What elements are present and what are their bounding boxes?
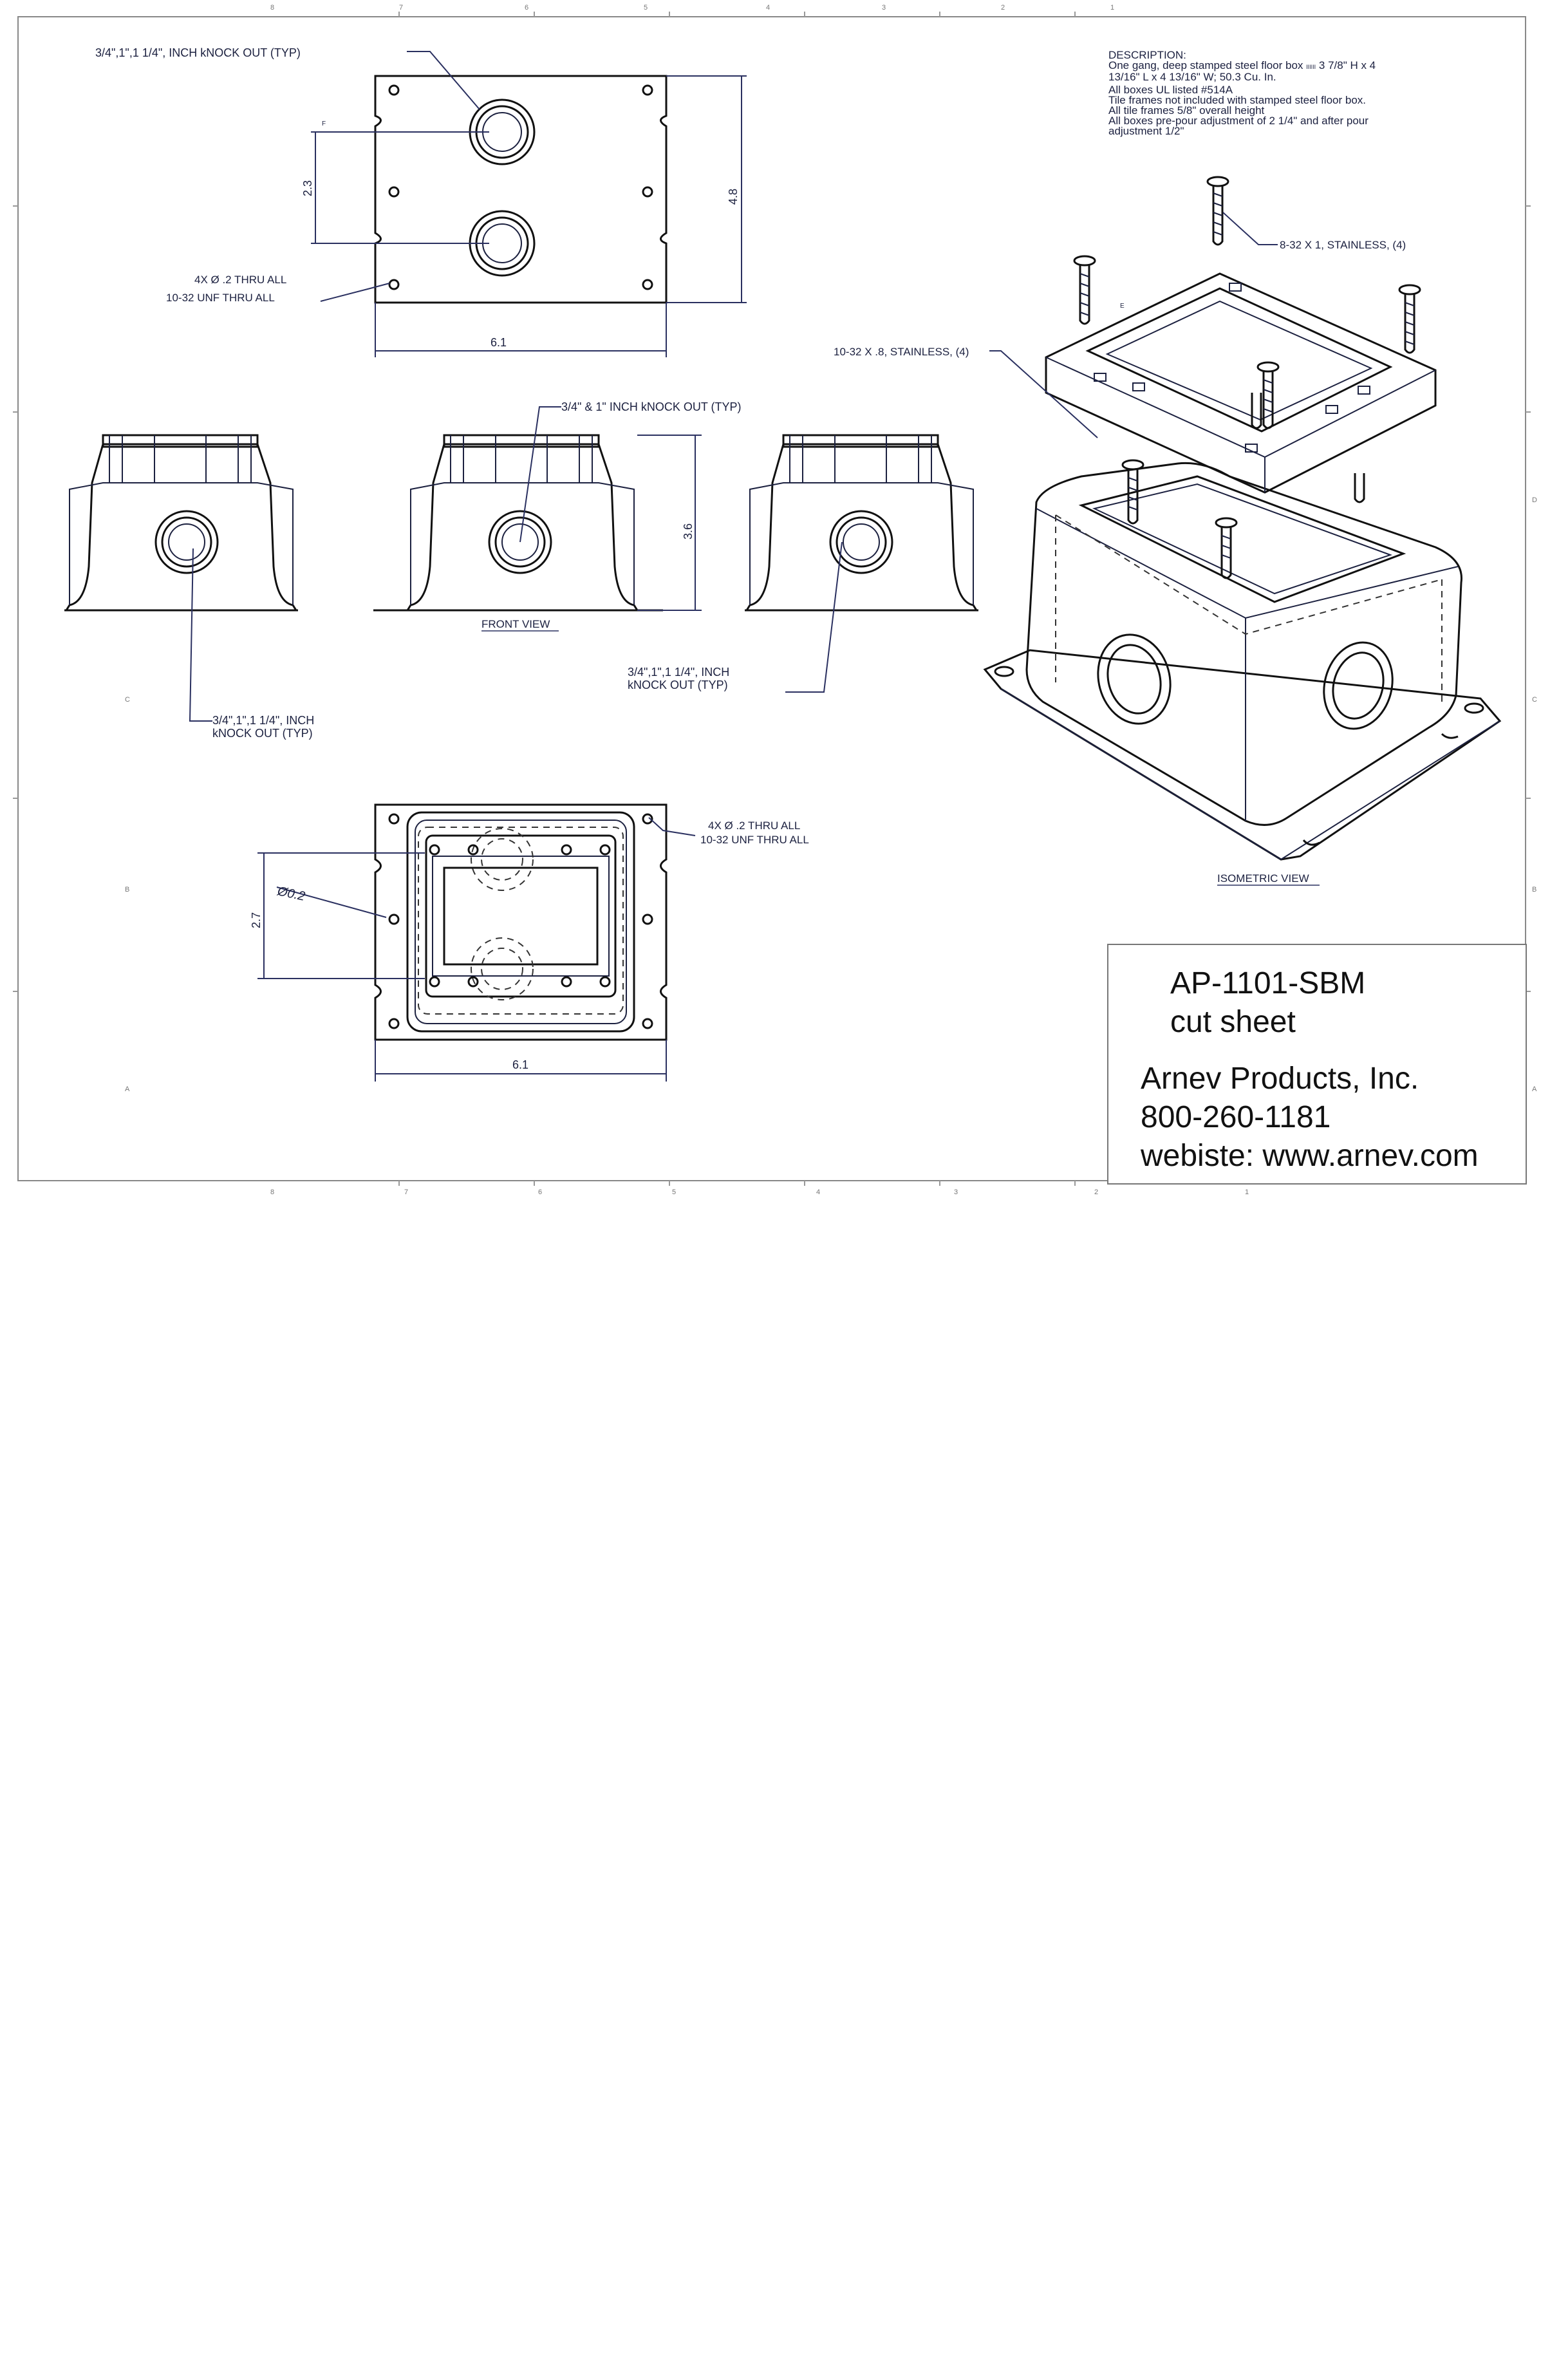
- grid-num: 4: [816, 1188, 821, 1196]
- grid-num: 4: [766, 4, 770, 12]
- description-line: All boxes UL listed #514A: [1108, 84, 1233, 96]
- top-view-dim-height: 4.8: [727, 188, 740, 205]
- bottom-view-dim-dia: Ø0.2: [276, 884, 306, 904]
- tiny-mark: F: [322, 120, 326, 127]
- grid-letter: D: [1532, 496, 1537, 504]
- front-view-dim-height: 3.6: [682, 523, 695, 539]
- description-logo: IIIIII: [1306, 64, 1316, 70]
- grid-num: 1: [1245, 1188, 1249, 1196]
- right-knockout-label-2: kNOCK OUT (TYP): [628, 679, 728, 691]
- part-number: AP-1101-SBM: [1170, 966, 1366, 1000]
- grid-letter: C: [1532, 696, 1537, 704]
- grid-letter: B: [125, 886, 130, 894]
- grid-num: 3: [882, 4, 886, 12]
- grid-num: 7: [399, 4, 404, 12]
- front-view-title: FRONT VIEW: [481, 618, 550, 630]
- grid-num: 8: [270, 1188, 275, 1196]
- bottom-view-hole-note-2: 10-32 UNF THRU ALL: [700, 834, 809, 846]
- iso-screw-side-label: 10-32 X .8, STAINLESS, (4): [834, 346, 969, 358]
- grid-letter: B: [1532, 886, 1537, 894]
- grid-num: 7: [404, 1188, 409, 1196]
- grid-letter: A: [125, 1085, 130, 1093]
- iso-screw-top-label: 8-32 X 1, STAINLESS, (4): [1280, 239, 1406, 251]
- phone-number: 800-260-1181: [1141, 1100, 1331, 1134]
- doc-type: cut sheet: [1170, 1005, 1296, 1039]
- isometric-view-title: ISOMETRIC VIEW: [1217, 872, 1309, 885]
- top-view-dim-width: 6.1: [490, 336, 507, 349]
- bottom-view-dim-spacing: 2.7: [250, 912, 263, 928]
- grid-num: 5: [644, 4, 648, 12]
- website: webiste: www.arnev.com: [1141, 1139, 1479, 1173]
- description-line: adjustment 1/2": [1108, 125, 1184, 137]
- grid-num: 2: [1001, 4, 1005, 12]
- description-line-text: One gang, deep stamped steel floor box: [1108, 59, 1307, 71]
- top-view-hole-note-2: 10-32 UNF THRU ALL: [166, 292, 275, 304]
- grid-num: 2: [1094, 1188, 1099, 1196]
- grid-num: 3: [954, 1188, 958, 1196]
- left-knockout-label-2: kNOCK OUT (TYP): [212, 727, 313, 740]
- description-line: 13/16" L x 4 13/16" W; 50.3 Cu. In.: [1108, 71, 1276, 83]
- company-name: Arnev Products, Inc.: [1141, 1062, 1419, 1096]
- top-view-knockout-label: 3/4",1",1 1/4", INCH kNOCK OUT (TYP): [95, 46, 301, 59]
- left-knockout-label-1: 3/4",1",1 1/4", INCH: [212, 714, 315, 727]
- top-view-hole-note-1: 4X Ø .2 THRU ALL: [194, 274, 287, 286]
- grid-num: 5: [672, 1188, 677, 1196]
- grid-letter: C: [125, 696, 130, 704]
- description-line: Tile frames not included with stamped steel floor box.: [1108, 94, 1367, 106]
- grid-num: 1: [1110, 4, 1115, 12]
- grid-num: 8: [270, 4, 275, 12]
- description-line: All boxes pre-pour adjustment of 2 1/4" and after pour: [1108, 115, 1368, 127]
- description-heading: DESCRIPTION:: [1108, 49, 1186, 61]
- description-block: [1108, 50, 1508, 136]
- front-view-knockout-label: 3/4" & 1" INCH kNOCK OUT (TYP): [561, 400, 742, 413]
- bottom-view-dim-width: 6.1: [512, 1058, 529, 1071]
- grid-num: 6: [525, 4, 529, 12]
- grid-num: 6: [538, 1188, 543, 1196]
- description-line-tail: 3 7/8" H x 4: [1316, 59, 1376, 71]
- tiny-mark: E: [1120, 303, 1125, 310]
- right-knockout-label-1: 3/4",1",1 1/4", INCH: [628, 666, 730, 679]
- bottom-view-hole-note-1: 4X Ø .2 THRU ALL: [708, 820, 801, 832]
- title-block: [1107, 944, 1527, 1185]
- top-view-dim-spacing: 2.3: [301, 180, 314, 196]
- grid-letter: A: [1532, 1085, 1537, 1093]
- description-line: All tile frames 5/8" overall height: [1108, 104, 1265, 117]
